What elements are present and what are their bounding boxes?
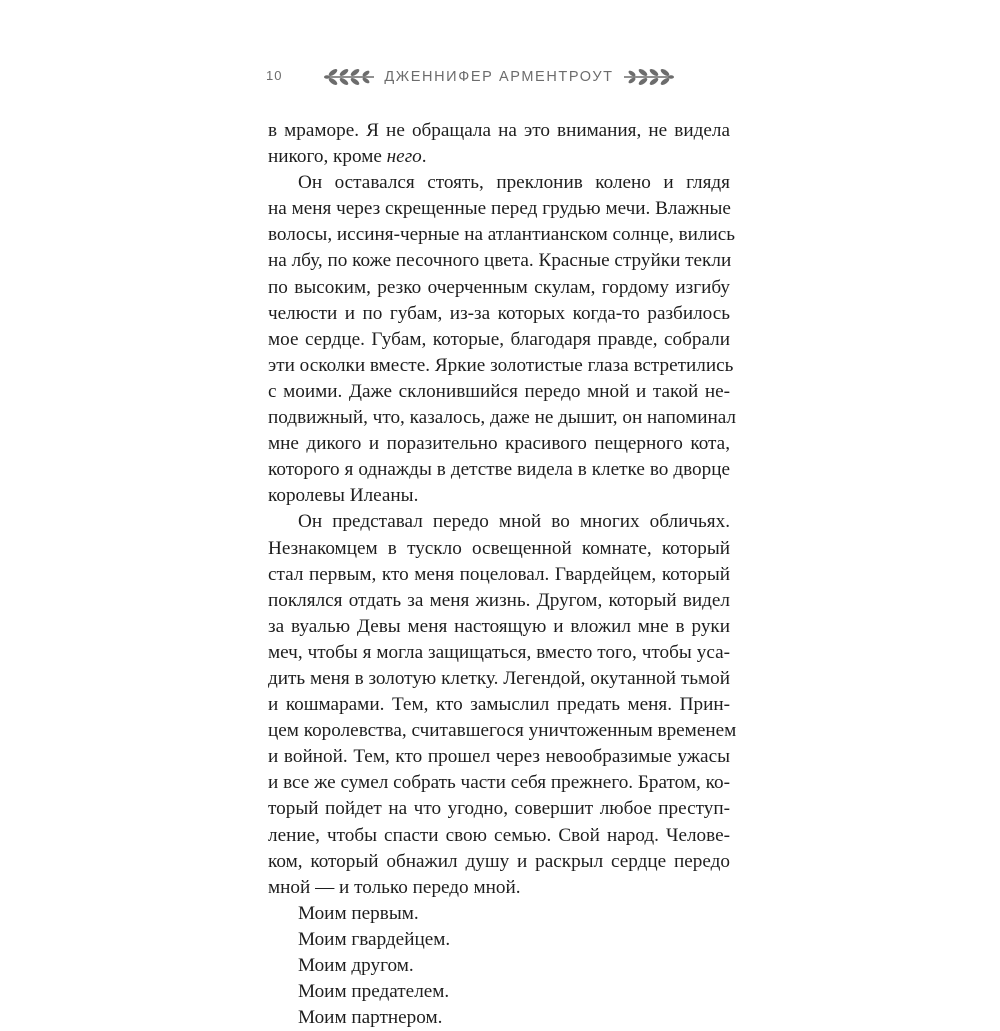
text-line: в мраморе. Я не обращала на это внимания, не видела [268, 120, 730, 141]
text-line: цем королевства, считавшегося уничтоженным временем [268, 720, 737, 742]
text-line: эти осколки вместе. Яркие золотистые глаза встретились [268, 354, 734, 376]
text-fragment: никого, кроме [268, 146, 387, 168]
text-line: ление, чтобы спасти свою семью. Свой народ. Челове- [268, 824, 730, 846]
list-item: Моим партнером. [298, 1007, 443, 1029]
text-line: дить меня в золотую клетку. Легендой, окутанной тьмой [268, 667, 730, 689]
text-line: Он оставался стоять, преклонив колено и глядя [298, 172, 730, 194]
text-line: волосы, иссиня-черные на атлантианском солнце, вились [268, 224, 736, 246]
emphasized-word: него [386, 146, 422, 168]
text-line: ком, который обнажил душу и раскрыл сердце передо [268, 850, 730, 872]
text-line: по высоким, резко очерченным скулам, гордому изгибу [268, 276, 730, 298]
text-line: челюсти и по губам, из-за которых когда-то разбилось [268, 302, 730, 324]
list-item: Моим предателем. [298, 981, 450, 1003]
author-name: ДЖЕННИФЕР АРМЕНТРОУТ [384, 69, 614, 85]
page-body [268, 118, 737, 1031]
text-line: и все же сумел собрать части себя прежнего. Братом, ко- [268, 772, 730, 794]
text-line: Незнакомцем в тускло освещенной комнате, который [268, 537, 730, 559]
text-fragment: . [421, 146, 427, 168]
running-head [330, 62, 668, 92]
text-line: мое сердце. Губам, которые, благодаря правде, собрали [268, 328, 730, 350]
page-number: 10 [266, 68, 283, 83]
list-item: Моим другом. [298, 955, 414, 976]
text-line: королевы Илеаны. [268, 485, 419, 507]
text-line: на лбу, по коже песочного цвета. Красные струйки текли [268, 250, 732, 272]
text-line: за вуалью Девы меня настоящую и вложил мне в руки [268, 615, 730, 637]
text-line: меч, чтобы я могла защищаться, вместо того, чтобы уса- [268, 641, 730, 663]
text-line: Он представал передо мной во многих обличьях. [298, 511, 730, 533]
text-line: и кошмарами. Тем, кто замыслил предать меня. Прин- [268, 694, 730, 716]
list-item: Моим гвардейцем. [298, 928, 451, 950]
text-line: с моими. Даже склонившийся передо мной и такой не- [268, 380, 730, 402]
text-line: мне дикого и поразительно красивого пещерного кота, [268, 433, 730, 455]
laurel-sprig-right-icon [622, 66, 674, 88]
list-item: Моим первым. [298, 902, 419, 924]
text-line: которого я однажды в детстве видела в клетке во дворце [268, 459, 730, 481]
text-line [268, 144, 730, 170]
text-line: подвижный, что, казалось, даже не дышит, он напоминал [268, 407, 737, 429]
text-line: торый пойдет на что угодно, совершит любое преступ- [268, 798, 730, 820]
text-line: мной — и только передо мной. [268, 876, 521, 898]
laurel-sprig-left-icon [324, 66, 376, 88]
text-line: и войной. Тем, кто прошел через невообразимые ужасы [268, 746, 730, 768]
text-line: стал первым, кто меня поцеловал. Гвардейцем, который [268, 563, 730, 585]
text-line: поклялся отдать за меня жизнь. Другом, который видел [268, 589, 730, 611]
text-line: на меня через скрещенные перед грудью мечи. Влажные [268, 198, 731, 220]
running-header [0, 60, 1000, 96]
